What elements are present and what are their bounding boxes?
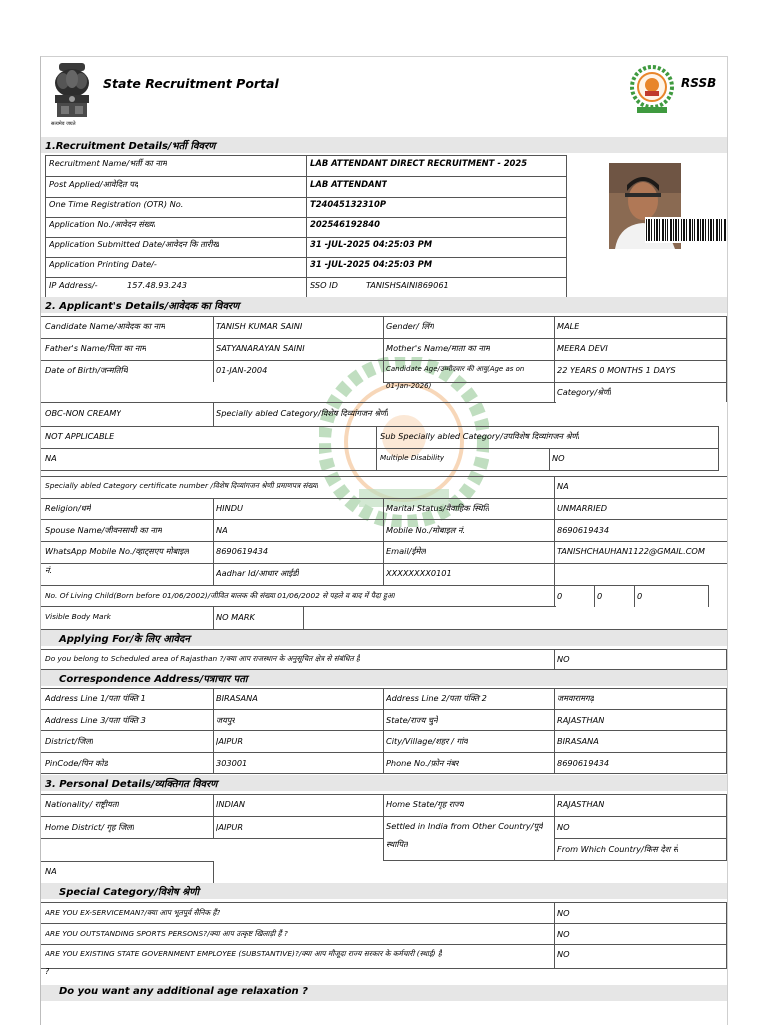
dob-value: 01-JAN-2004 (216, 365, 268, 375)
category-value: OBC-NON CREAMY (45, 408, 122, 418)
address-line3-label: Address Line 3/पता पंक्ति 3 (45, 715, 146, 725)
rssb-logo-icon (629, 61, 675, 117)
mobile-label: Mobile No./मोबाइल नं. (386, 525, 466, 535)
living-children-value-1: 0 (557, 591, 563, 601)
agency-name: RSSB (681, 76, 717, 90)
scheduled-area-value: NO (557, 654, 570, 664)
scheduled-area-label: Do you belong to Scheduled area of Rajasthan ?/क्या आप राजस्थान के अनुसूचित क्षेत्र से संबंधित हैं (45, 654, 360, 663)
submitted-date-value: 31 -JUL-2025 04:25:03 PM (310, 239, 433, 249)
section-recruitment-details (41, 137, 727, 153)
father-name-label: Father's Name/पिता का नाम (45, 343, 147, 353)
section-special-category (41, 883, 727, 899)
mother-name-label: Mother's Name/माता का नाम (386, 343, 490, 353)
sub-specially-abled-label: Sub Specially abled Category/उपविशेष दिव्यांगजन श्रेणी (380, 431, 580, 441)
district-label: District/जिला (45, 736, 94, 746)
body-mark-value: NO MARK (216, 612, 255, 622)
candidate-name-label: Candidate Name/आवेदक का नाम (45, 321, 166, 331)
category-label: Category/श्रेणी (557, 387, 611, 397)
sports-person-label: ARE YOU OUTSTANDING SPORTS PERSONS?/क्या आप उत्कृष्ट खिलाड़ी हैं ? (45, 929, 288, 938)
address-line3-value: जयपुर (216, 715, 235, 725)
ex-serviceman-value: NO (557, 908, 570, 918)
sso-id-label: SSO ID (310, 280, 338, 290)
section-title: Do you want any additional age relaxation ? (59, 986, 308, 997)
section-title: 3. Personal Details/व्यक्तिगत विवरण (45, 779, 218, 790)
submitted-date-label: Application Submitted Date/आवेदन कि तारीख (49, 239, 220, 249)
living-children-label: No. Of Living Child(Born before 01/06/2002)/जीवित बालक की संख्या 01/06/2002 से पहले व बाद में पैदा हुआ (45, 591, 395, 600)
section-correspondence-address (41, 670, 727, 686)
pincode-label: PinCode/पिन कोड (45, 758, 108, 768)
address-line1-label: Address Line 1/पता पंक्ति 1 (45, 693, 146, 703)
religion-label: Religion/धर्म (45, 503, 91, 513)
aadhar-value: XXXXXXXX0101 (386, 568, 452, 578)
phone-label: Phone No./फ़ोन नंबर (386, 758, 459, 768)
state-value: RAJASTHAN (557, 715, 605, 725)
post-applied-label: Post Applied/आवेदित पद (49, 179, 139, 189)
specially-abled-value: NOT APPLICABLE (45, 431, 115, 441)
section-title: Special Category/विशेष श्रेणी (59, 887, 200, 898)
living-children-value-3: 0 (637, 591, 643, 601)
ex-serviceman-label: ARE YOU EX-SERVICEMAN?/क्या आप भूतपूर्व सैनिक हैं? (45, 908, 221, 917)
home-district-label: Home District/ गृह जिला (45, 822, 134, 832)
religion-value: HINDU (216, 503, 243, 513)
section-title: 1.Recruitment Details/भर्ती विवरण (45, 141, 216, 152)
mobile-value: 8690619434 (557, 525, 610, 535)
email-label: Email/ईमेल (386, 546, 426, 556)
certificate-value: NA (557, 481, 569, 491)
govt-employee-label-line2: ? (45, 966, 50, 976)
application-form (40, 56, 728, 1025)
section-title: 2. Applicant's Details/आवेदक का विवरण (45, 301, 240, 312)
settled-label-line2: स्थापित (386, 839, 408, 849)
post-applied-value: LAB ATTENDANT (310, 179, 388, 189)
home-district-value: JAIPUR (216, 822, 244, 832)
address-line1-value: BIRASANA (216, 693, 258, 703)
district-value: JAIPUR (216, 736, 244, 746)
pincode-value: 303001 (216, 758, 248, 768)
otr-label: One Time Registration (OTR) No. (49, 199, 184, 209)
body-mark-label: Visible Body Mark (45, 612, 111, 621)
whatsapp-label-line1: WhatsApp Mobile No./व्हाट्सएप मोबाइल (45, 546, 189, 556)
sub-specially-abled-value: NA (45, 453, 57, 463)
living-children-value-2: 0 (597, 591, 603, 601)
from-country-value: NA (45, 866, 57, 876)
home-state-value: RAJASTHAN (557, 799, 605, 809)
recruitment-name-value: LAB ATTENDANT DIRECT RECRUITMENT - 2025 (310, 158, 528, 168)
section-applicant-details (41, 297, 727, 313)
whatsapp-value: 8690619434 (216, 546, 269, 556)
settled-value: NO (557, 822, 570, 832)
nationality-label: Nationality/ राष्ट्रीयता (45, 799, 119, 809)
printing-date-label: Application Printing Date/- (49, 259, 157, 269)
age-label-line2: 01-Jan-2026) (386, 382, 432, 390)
section-applying-for (41, 630, 727, 646)
nationality-value: INDIAN (216, 799, 245, 809)
multiple-disability-label: Multiple Disability (380, 453, 445, 462)
section-title: Correspondence Address/पत्राचार पता (59, 674, 248, 685)
govt-employee-value: NO (557, 949, 570, 959)
age-label-line1: Candidate Age/उम्मीदवार की आयु(Age as on (386, 365, 525, 373)
email-value: TANISHCHAUHAN1122@GMAIL.COM (557, 546, 705, 556)
recruitment-name-label: Recruitment Name/भर्ती का नाम (49, 158, 167, 168)
city-value: BIRASANA (557, 736, 599, 746)
section-personal-details (41, 775, 727, 791)
from-country-label: From Which Country/किस देश से (557, 844, 679, 854)
address-line2-value: जमवारामगढ़ (557, 693, 595, 703)
candidate-name-value: TANISH KUMAR SAINI (216, 321, 303, 331)
gender-value: MALE (557, 321, 580, 331)
portal-title: State Recruitment Portal (103, 76, 279, 91)
section-age-relaxation (41, 985, 727, 1001)
age-value: 22 YEARS 0 MONTHS 1 DAYS (557, 365, 676, 375)
dob-label: Date of Birth/जन्मतिथि (45, 365, 128, 375)
marital-label: Marital Status/वैवाहिक स्थिति (386, 503, 490, 513)
application-no-label: Application No./आवेदन संख्या (49, 219, 156, 229)
sports-person-value: NO (557, 929, 570, 939)
spouse-value: NA (216, 525, 228, 535)
multiple-disability-value: NO (552, 453, 565, 463)
spouse-label: Spouse Name/जीवनसाथी का नाम (45, 525, 162, 535)
marital-value: UNMARRIED (557, 503, 608, 513)
home-state-label: Home State/गृह राज्य (386, 799, 464, 809)
govt-employee-label-line1: ARE YOU EXISTING STATE GOVERNMENT EMPLOYEE (SUBSTANTIVE)?/क्या आप मौजूदा राज्य सरकार के कर्मचारी (स्थाई) हैं (45, 949, 442, 958)
gender-label: Gender/ लिंग (386, 321, 434, 331)
ip-address-value: 157.48.93.243 (127, 280, 187, 290)
otr-value: T24045132310P (310, 199, 386, 209)
father-name-value: SATYANARAYAN SAINI (216, 343, 305, 353)
emblem-motto: सत्यमेव जयते (51, 121, 76, 127)
city-label: City/Village/शहर / गांव (386, 736, 468, 746)
state-label: State/राज्य चुनें (386, 715, 438, 725)
whatsapp-label-line2: नं. (45, 565, 53, 575)
aadhar-label: Aadhar Id/आधार आईडी (216, 568, 299, 578)
barcode-icon (645, 217, 727, 243)
ip-address-label: IP Address/- (49, 280, 98, 290)
specially-abled-label: Specially abled Category/विशेष दिव्यांगजन श्रेणी (216, 408, 389, 418)
certificate-label: Specially abled Category certificate number /विशेष दिव्यांगजन श्रेणी प्रमाणपत्र संख्या (45, 481, 319, 490)
printing-date-value: 31 -JUL-2025 04:25:03 PM (310, 259, 433, 269)
settled-label-line1: Settled in India from Other Country/पूर्व (386, 821, 543, 831)
application-no-value: 202546192840 (310, 219, 380, 229)
mother-name-value: MEERA DEVI (557, 343, 608, 353)
section-title: Applying For/के लिए आवेदन (59, 634, 190, 645)
phone-value: 8690619434 (557, 758, 610, 768)
sso-id-value: TANISHSAINI869061 (366, 280, 449, 290)
address-line2-label: Address Line 2/पता पंक्ति 2 (386, 693, 487, 703)
national-emblem-icon (49, 61, 95, 129)
